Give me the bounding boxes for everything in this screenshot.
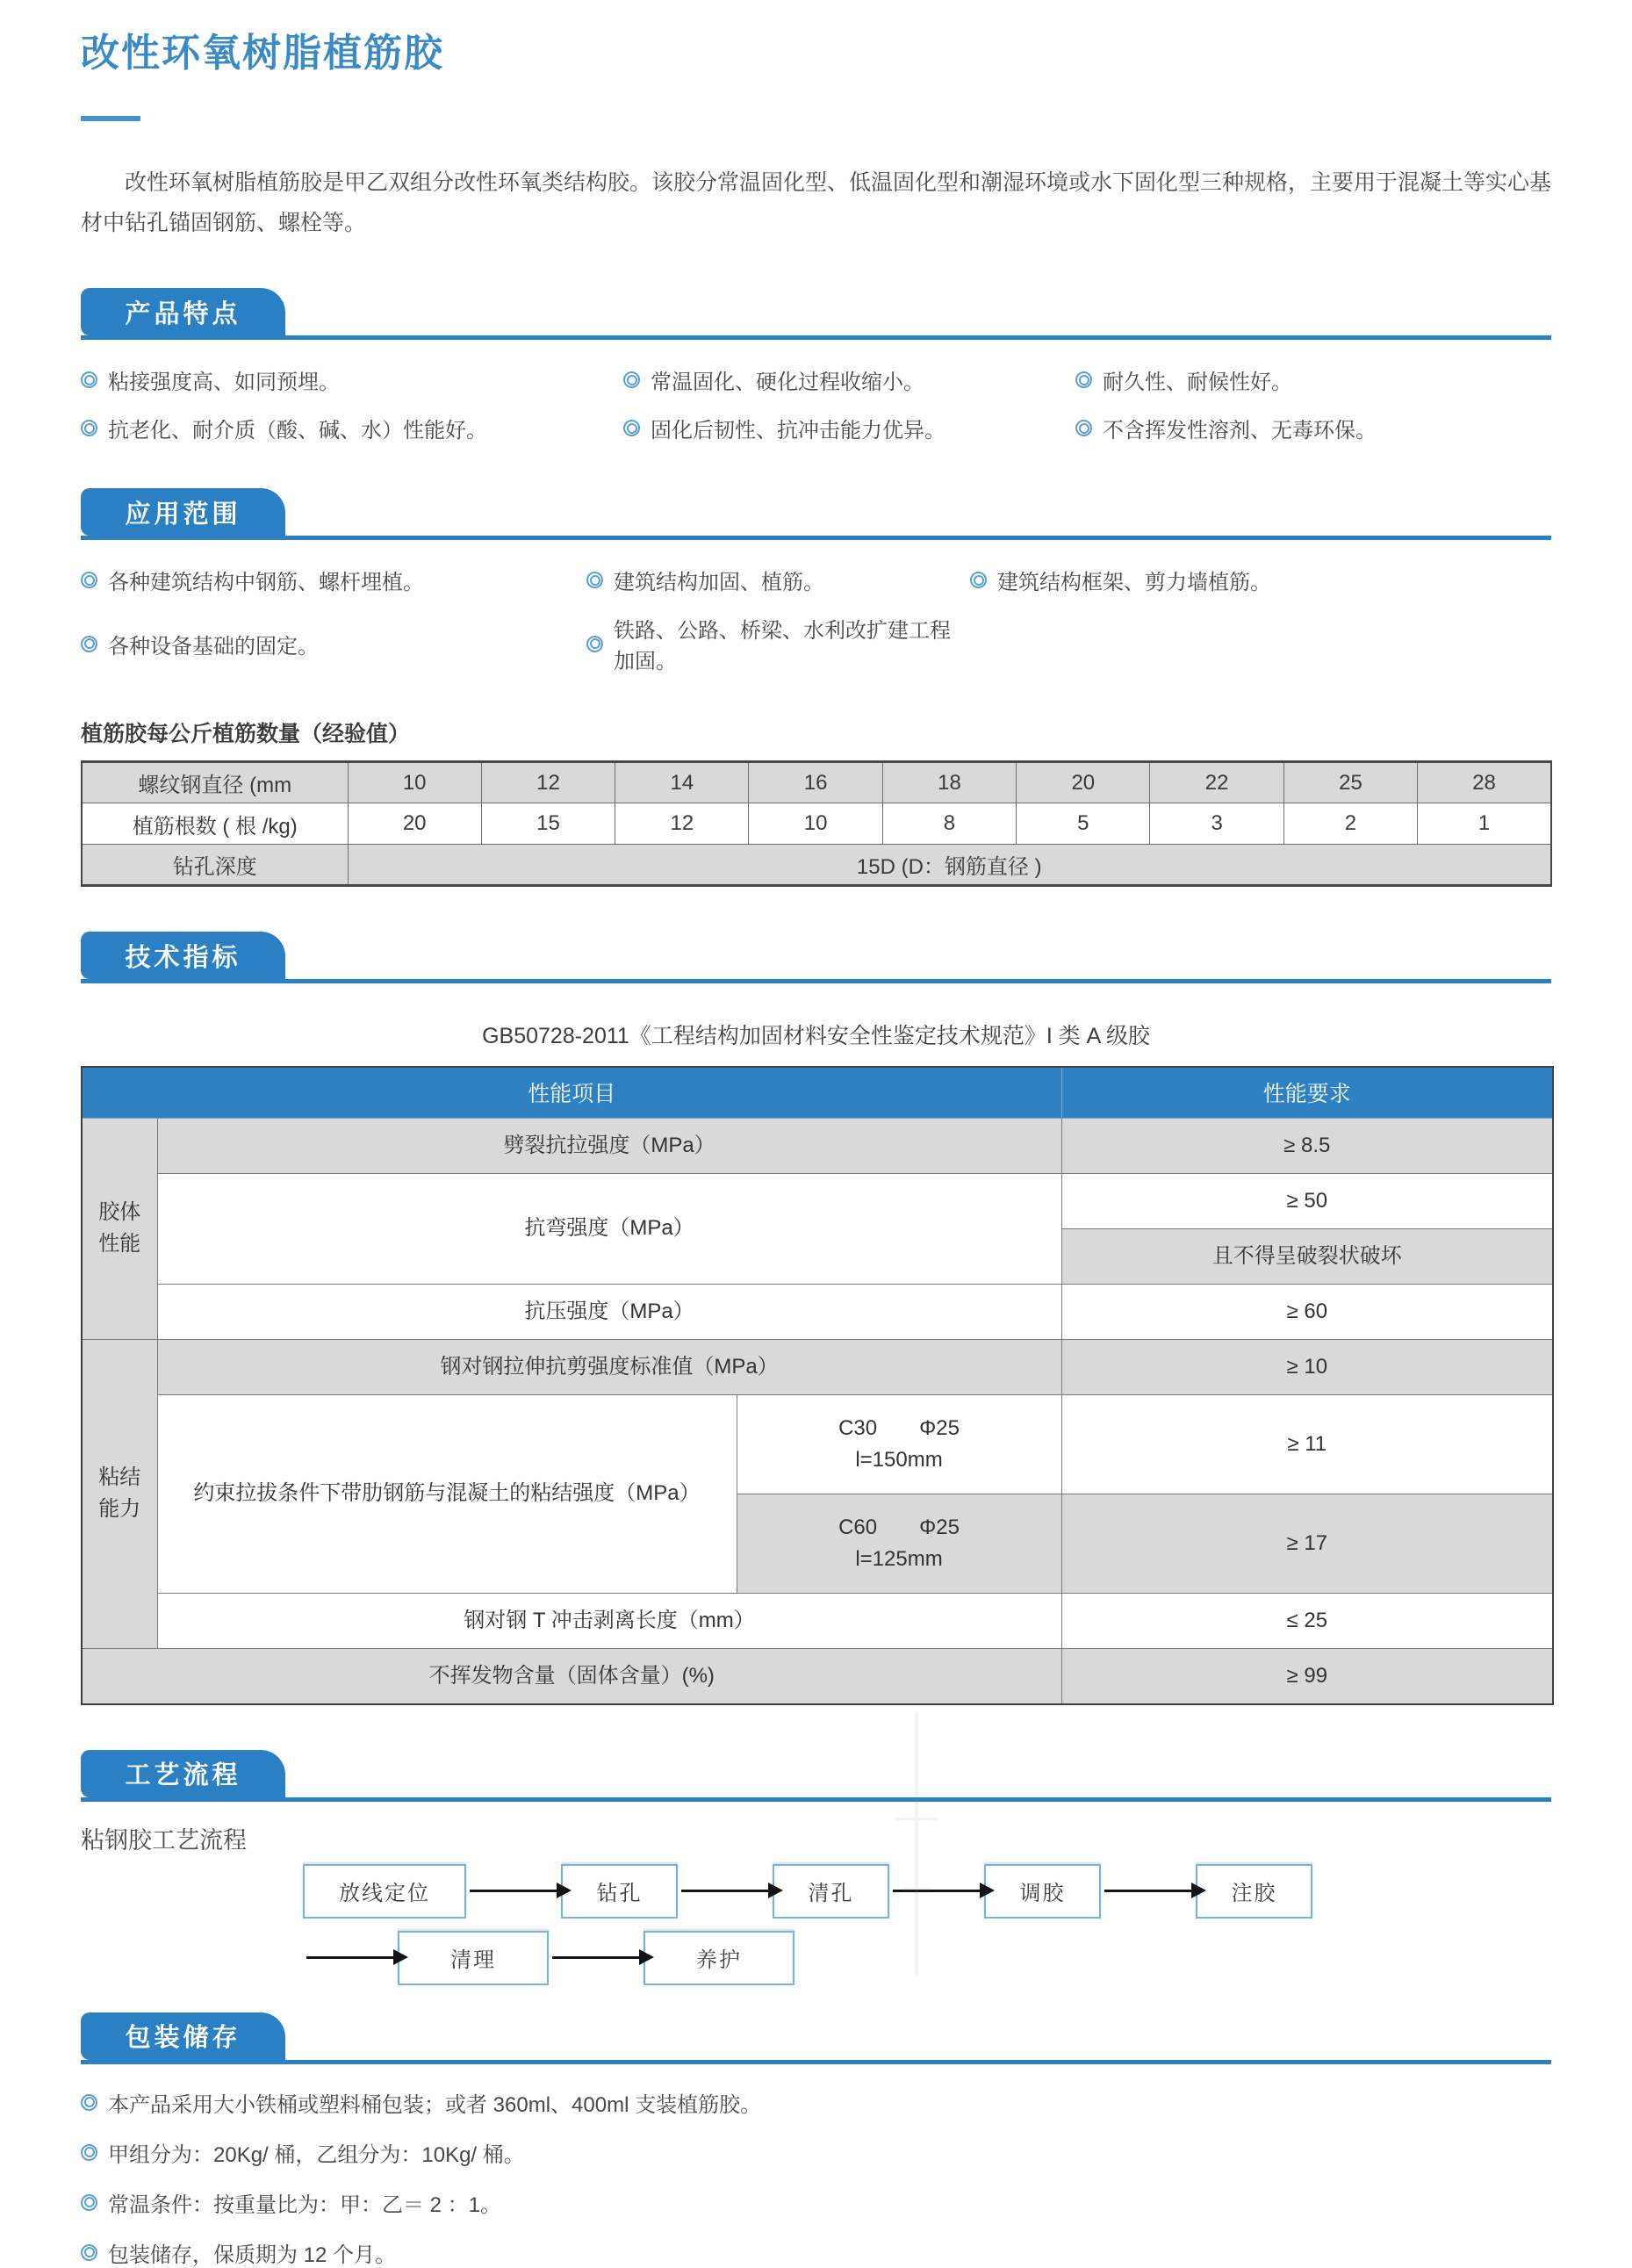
table-row xyxy=(82,1593,1553,1648)
double-circle-bullet-icon xyxy=(81,572,97,588)
packaging-heading: 包装储存 xyxy=(125,2024,241,2052)
applications-badge xyxy=(81,488,285,536)
requirement-note-cell: 且不得呈破裂状破坏 xyxy=(1061,1228,1553,1284)
tech-standard-note: GB50728-2011《工程结构加固材料安全性鉴定技术规范》I 类 A 级胶 xyxy=(482,1024,1150,1048)
table-cell: 8 xyxy=(882,803,1016,845)
table-header-row xyxy=(82,1067,1553,1118)
process-step-box: 清孔 xyxy=(773,1864,889,1919)
property-cell: 钢对钢 T 冲击剥离长度（mm） xyxy=(157,1593,1061,1648)
double-circle-bullet-icon xyxy=(1075,371,1092,388)
process-step-box: 放线定位 xyxy=(303,1864,466,1919)
condition-line: C30 Φ25 xyxy=(838,1415,960,1440)
condition-line: C60 Φ25 xyxy=(838,1515,960,1539)
list-item xyxy=(1075,413,1551,443)
section-header-tech xyxy=(81,934,1551,983)
list-item xyxy=(586,613,970,674)
requirement-cell: ≥ 11 xyxy=(1061,1394,1553,1494)
double-circle-bullet-icon xyxy=(970,572,987,588)
process-step-box: 调胶 xyxy=(984,1864,1101,1919)
requirement-cell: ≤ 25 xyxy=(1061,1593,1553,1648)
list-item xyxy=(81,364,623,395)
table-row xyxy=(82,1394,1553,1494)
requirement-cell: ≥ 50 xyxy=(1061,1173,1553,1228)
page-title: 改性环氧树脂植筋胶 xyxy=(81,32,444,75)
features-list xyxy=(81,364,1551,443)
list-item xyxy=(970,565,1551,595)
application-text: 各种设备基础的固定。 xyxy=(108,634,319,659)
condition-line: l=125mm xyxy=(855,1546,943,1571)
table-cell: 15 xyxy=(481,803,615,845)
condition-line: l=150mm xyxy=(855,1447,943,1472)
double-circle-bullet-icon xyxy=(1075,420,1092,436)
row-label-cell: 钻孔深度 xyxy=(82,845,348,886)
watermark-sketch xyxy=(860,1712,983,1976)
feature-text: 抗老化、耐介质（酸、碱、水）性能好。 xyxy=(108,419,487,443)
packaging-text: 常温条件：按重量比为：甲：乙＝ 2 ：1。 xyxy=(108,2192,502,2217)
dosage-table xyxy=(81,760,1552,887)
tech-table xyxy=(81,1066,1554,1705)
row-label-cell: 螺纹钢直径 (mm xyxy=(82,762,348,803)
table-row xyxy=(82,1284,1553,1339)
feature-text: 不含挥发性溶剂、无毒环保。 xyxy=(1103,419,1377,443)
right-arrow-icon xyxy=(306,1956,394,1959)
double-circle-bullet-icon xyxy=(623,420,640,436)
list-item xyxy=(81,2087,1551,2118)
section-header-applications xyxy=(81,491,1551,540)
double-circle-bullet-icon xyxy=(81,636,97,652)
right-arrow-icon xyxy=(1104,1890,1192,1892)
list-item xyxy=(1075,364,1551,395)
application-text: 各种建筑结构中钢筋、螺杆埋植。 xyxy=(108,571,424,594)
table-cell: 10 xyxy=(749,803,882,845)
dosage-table-caption: 植筋胶每公斤植筋数量（经验值） xyxy=(81,722,411,746)
process-step-box: 清理 xyxy=(398,1931,549,1985)
table-cell: 16 xyxy=(749,762,882,803)
list-item xyxy=(623,364,1075,395)
section-header-process xyxy=(81,1753,1551,1802)
double-circle-bullet-icon xyxy=(586,572,603,588)
list-item xyxy=(586,565,970,595)
section-header-features xyxy=(81,291,1551,340)
application-text: 建筑结构框架、剪力墙植筋。 xyxy=(997,571,1271,594)
table-row xyxy=(82,845,1551,886)
requirement-cell: ≥ 17 xyxy=(1061,1494,1553,1593)
packaging-text: 本产品采用大小铁桶或塑料桶包装；或者 360ml、400ml 支装植筋胶。 xyxy=(108,2092,762,2117)
table-cell: 3 xyxy=(1150,803,1283,845)
packaging-list xyxy=(81,2087,1551,2268)
applications-list xyxy=(81,565,1551,674)
table-cell: 28 xyxy=(1418,762,1551,803)
table-cell: 5 xyxy=(1017,803,1150,845)
process-step-box: 养护 xyxy=(643,1931,794,1985)
application-text: 建筑结构加固、植筋。 xyxy=(614,571,824,594)
process-heading: 工艺流程 xyxy=(125,1761,241,1789)
condition-cell xyxy=(737,1394,1061,1494)
list-item xyxy=(81,613,586,674)
table-row xyxy=(82,1118,1553,1173)
double-circle-bullet-icon xyxy=(81,420,97,436)
table-row xyxy=(82,762,1551,803)
right-arrow-icon xyxy=(681,1890,769,1892)
table-cell: 10 xyxy=(348,762,481,803)
requirement-cell: ≥ 8.5 xyxy=(1061,1118,1553,1173)
group-cell: 胶体性能 xyxy=(82,1118,157,1339)
table-row xyxy=(82,803,1551,845)
double-circle-bullet-icon xyxy=(586,636,603,652)
list-item xyxy=(81,2137,1551,2168)
process-step-box: 钻孔 xyxy=(561,1864,678,1919)
features-badge xyxy=(81,288,285,335)
right-arrow-icon xyxy=(552,1956,640,1959)
property-cell: 抗压强度（MPa） xyxy=(157,1284,1061,1339)
double-circle-bullet-icon xyxy=(81,2194,97,2211)
requirement-cell: ≥ 99 xyxy=(1061,1648,1553,1704)
table-cell: 18 xyxy=(882,762,1016,803)
table-cell: 14 xyxy=(615,762,749,803)
process-badge xyxy=(81,1750,285,1797)
merged-value-cell: 15D (D：钢筋直径 ) xyxy=(348,845,1551,886)
table-cell: 20 xyxy=(348,803,481,845)
requirement-cell: ≥ 10 xyxy=(1061,1339,1553,1394)
table-cell: 20 xyxy=(1017,762,1150,803)
application-text: 铁路、公路、桥梁、水利改扩建工程加固。 xyxy=(614,619,951,673)
column-header: 性能要求 xyxy=(1061,1067,1553,1118)
table-cell: 1 xyxy=(1418,803,1551,845)
row-label-cell: 植筋根数 ( 根 /kg) xyxy=(82,803,348,845)
right-arrow-icon xyxy=(470,1890,557,1892)
feature-text: 耐久性、耐候性好。 xyxy=(1103,371,1292,394)
applications-heading: 应用范围 xyxy=(125,500,241,529)
list-item xyxy=(623,413,1075,443)
property-cell: 不挥发物含量（固体含量）(%) xyxy=(82,1648,1061,1704)
feature-text: 固化后韧性、抗冲击能力优异。 xyxy=(651,419,945,443)
intro-paragraph: 改性环氧树脂植筋胶是甲乙双组分改性环氧类结构胶。该胶分常温固化型、低温固化型和潮湿环境或水下固化型三种规格，主要用于混凝土等实心基材中钻孔锚固钢筋、螺栓等。 xyxy=(81,170,1552,235)
table-cell: 12 xyxy=(615,803,749,845)
packaging-badge xyxy=(81,2012,285,2060)
property-cell: 钢对钢拉伸抗剪强度标准值（MPa） xyxy=(157,1339,1061,1394)
property-cell: 约束拉拔条件下带肋钢筋与混凝土的粘结强度（MPa） xyxy=(157,1394,737,1593)
double-circle-bullet-icon xyxy=(81,2144,97,2161)
packaging-text: 甲组分为：20Kg/ 桶，乙组分为：10Kg/ 桶。 xyxy=(108,2142,525,2167)
property-cell: 劈裂抗拉强度（MPa） xyxy=(157,1118,1061,1173)
double-circle-bullet-icon xyxy=(81,371,97,388)
tech-heading: 技术指标 xyxy=(125,943,241,972)
double-circle-bullet-icon xyxy=(623,371,640,388)
double-circle-bullet-icon xyxy=(81,2094,97,2111)
packaging-text: 包装储存，保质期为 12 个月。 xyxy=(108,2243,397,2267)
table-row xyxy=(82,1339,1553,1394)
property-cell: 抗弯强度（MPa） xyxy=(157,1173,1061,1284)
feature-text: 常温固化、硬化过程收缩小。 xyxy=(651,371,924,394)
section-header-packaging xyxy=(81,2015,1551,2064)
title-underline-dash xyxy=(81,116,140,121)
tech-badge xyxy=(81,932,285,979)
table-row xyxy=(82,1648,1553,1704)
table-row xyxy=(82,1173,1553,1228)
condition-cell xyxy=(737,1494,1061,1593)
column-header: 性能项目 xyxy=(82,1067,1061,1118)
feature-text: 粘接强度高、如同预埋。 xyxy=(108,371,340,394)
table-cell: 12 xyxy=(481,762,615,803)
table-cell: 2 xyxy=(1283,803,1417,845)
list-item xyxy=(81,2237,1551,2268)
double-circle-bullet-icon xyxy=(81,2244,97,2261)
process-subtitle: 粘钢胶工艺流程 xyxy=(81,1826,247,1854)
group-cell: 粘结能力 xyxy=(82,1339,157,1648)
process-step-box: 注胶 xyxy=(1196,1864,1312,1919)
requirement-cell: ≥ 60 xyxy=(1061,1284,1553,1339)
table-cell: 25 xyxy=(1283,762,1417,803)
list-item xyxy=(81,565,586,595)
list-item xyxy=(81,413,623,443)
list-item xyxy=(81,2187,1551,2218)
features-heading: 产品特点 xyxy=(125,299,241,328)
table-cell: 22 xyxy=(1150,762,1283,803)
